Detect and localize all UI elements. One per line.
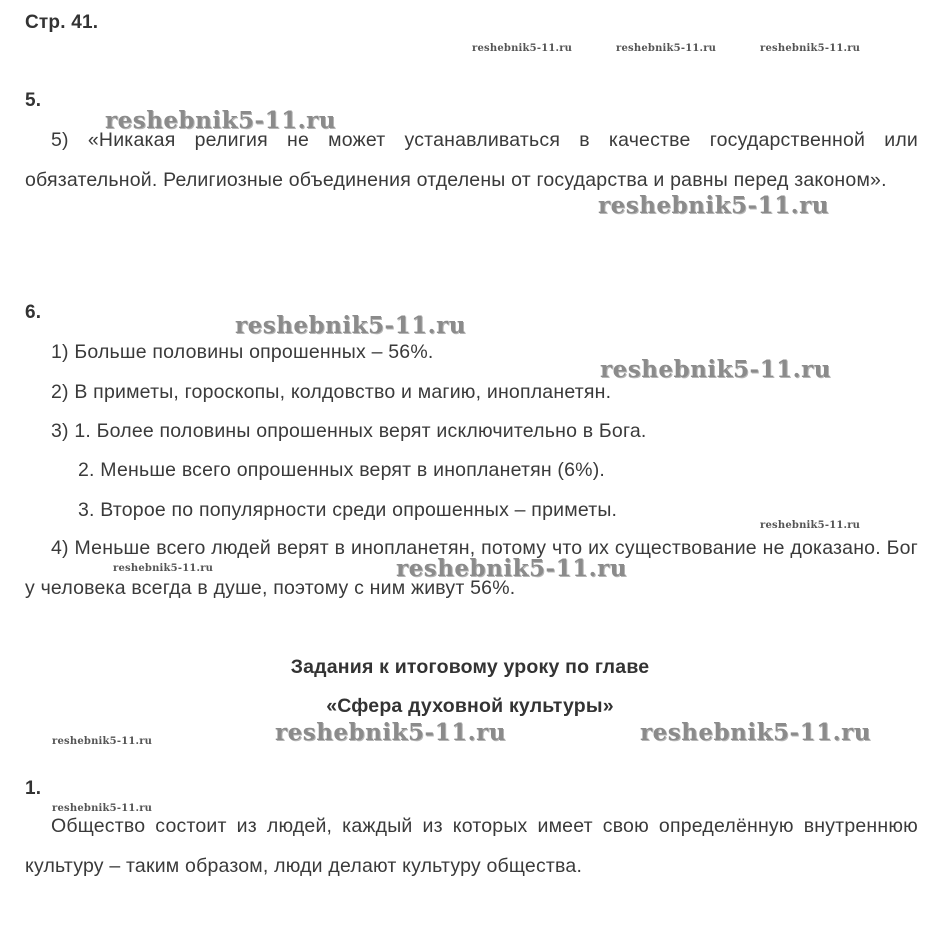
task-6-item-4: 4) Меньше всего людей верят в инопланетян, потому что их существование не доказано. Бог у человека всегда в душе, поэтому с ним живут 56%. xyxy=(25,537,918,599)
watermark-small: reshebnik5-11.ru xyxy=(616,43,717,54)
task-1-number: 1. xyxy=(25,778,42,799)
task-5-number: 5. xyxy=(25,90,42,111)
watermark-small: reshebnik5-11.ru xyxy=(472,43,573,54)
watermark-small: reshebnik5-11.ru xyxy=(52,736,153,747)
watermark-small: reshebnik5-11.ru xyxy=(760,520,861,531)
task-6-item-2: 2) В приметы, гороскопы, колдовство и магию, инопланетян. xyxy=(51,381,612,403)
watermark-large: reshebnik5-11.ru xyxy=(600,356,831,383)
page-number: Стр. 41. xyxy=(25,12,99,33)
watermark-large: reshebnik5-11.ru xyxy=(275,719,506,746)
section-heading-line-1: Задания к итоговому уроку по главе xyxy=(290,656,650,678)
watermark-small: reshebnik5-11.ru xyxy=(760,43,861,54)
watermark-small: reshebnik5-11.ru xyxy=(113,563,214,574)
task-1-text: Общество состоит из людей, каждый из которых имеет свою определённую внутреннюю культуру – таким образом, люди делают культуру общества. xyxy=(25,815,918,877)
task-6-number: 6. xyxy=(25,302,42,323)
watermark-small: reshebnik5-11.ru xyxy=(52,803,153,814)
watermark-large: reshebnik5-11.ru xyxy=(598,192,829,219)
section-heading-line-2: «Сфера духовной культуры» xyxy=(326,695,614,717)
task-5-text: 5) «Никакая религия не может устанавливаться в качестве государственной или обязательной. Религиозные объединения отделены от государства и равны перед законом». xyxy=(25,129,918,191)
task-6-item-3-1: 3) 1. Более половины опрошенных верят исключительно в Бога. xyxy=(51,420,647,442)
watermark-large: reshebnik5-11.ru xyxy=(105,107,336,134)
watermark-large: reshebnik5-11.ru xyxy=(235,312,466,339)
watermark-large: reshebnik5-11.ru xyxy=(396,555,627,582)
watermark-large: reshebnik5-11.ru xyxy=(640,719,871,746)
task-6-item-3-3: 3. Второе по популярности среди опрошенных – приметы. xyxy=(78,499,618,521)
task-6-item-1: 1) Больше половины опрошенных – 56%. xyxy=(51,341,434,363)
task-6-item-3-2: 2. Меньше всего опрошенных верят в инопланетян (6%). xyxy=(78,459,606,481)
